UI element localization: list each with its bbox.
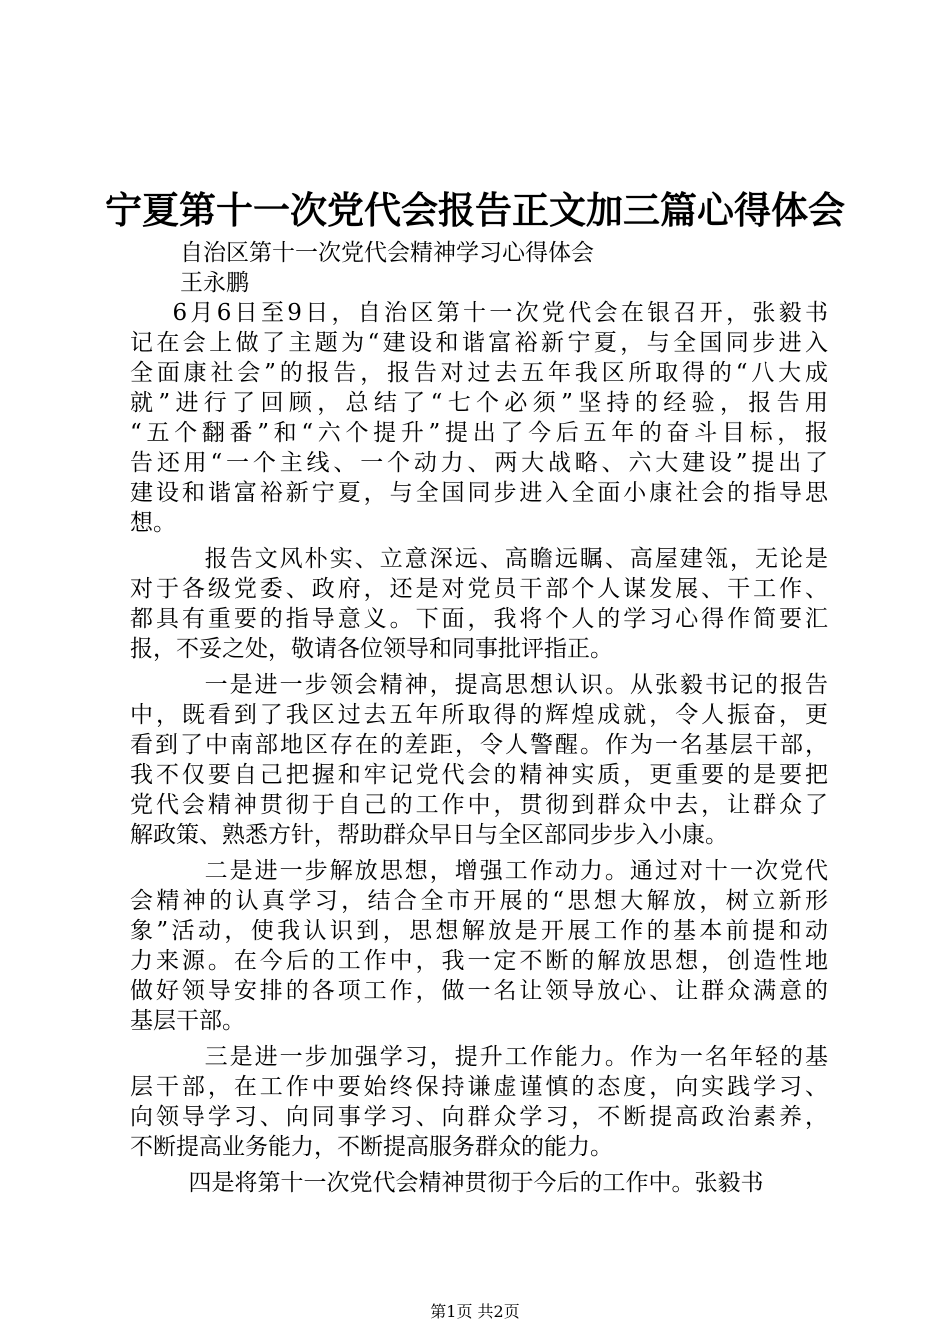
paragraph-line: “五个翻番”和“六个提升”提出了今后五年的奋斗目标，报 <box>130 420 828 446</box>
paragraph-line: 报，不妥之处，敬请各位领导和同事批评指正。 <box>130 636 613 662</box>
body-paragraph <box>130 1042 828 1162</box>
paragraph-line: 党代会精神贯彻于自己的工作中，贯彻到群众中去，让群众了 <box>130 792 828 818</box>
paragraph-line: 6月6日至9日，自治区第十一次党代会在银召开，张毅书 <box>130 300 828 326</box>
body-paragraph <box>130 544 828 664</box>
paragraph-line: 看到了中南部地区存在的差距，令人警醒。作为一名基层干部， <box>130 732 828 758</box>
paragraph-line: 力来源。在今后的工作中，我一定不断的解放思想，创造性地 <box>130 948 828 974</box>
body-paragraph <box>130 856 828 1036</box>
document-body <box>130 298 828 1204</box>
paragraph-line: 三是进一步加强学习，提升工作能力。作为一名年轻的基 <box>130 1044 828 1070</box>
paragraph-line: 象”活动，使我认识到，思想解放是开展工作的基本前提和动 <box>130 918 828 944</box>
paragraph-line: 都具有重要的指导意义。下面，我将个人的学习心得作简要汇 <box>130 606 828 632</box>
body-paragraph <box>130 1168 828 1198</box>
body-paragraph <box>130 670 828 850</box>
paragraph-line: 想。 <box>130 510 176 536</box>
document-author: 王永鹏 <box>180 270 249 296</box>
paragraph-line: 做好领导安排的各项工作，做一名让领导放心、让群众满意的 <box>130 978 828 1004</box>
paragraph-line: 会精神的认真学习，结合全市开展的“思想大解放，树立新形 <box>130 888 828 914</box>
paragraph-line: 基层干部。 <box>130 1008 245 1034</box>
paragraph-line: 报告文风朴实、立意深远、高瞻远瞩、高屋建瓴，无论是 <box>130 546 828 572</box>
page-footer: 第1页 共2页 <box>430 1302 520 1321</box>
paragraph-line: 全面康社会”的报告，报告对过去五年我区所取得的“八大成 <box>130 360 828 386</box>
paragraph-line: 解政策、熟悉方针，帮助群众早日与全区部同步步入小康。 <box>130 822 728 848</box>
paragraph-line: 四是将第十一次党代会精神贯彻于今后的工作中。张毅书 <box>130 1170 764 1196</box>
paragraph-line: 告还用“一个主线、一个动力、两大战略、六大建设”提出了 <box>130 450 828 476</box>
body-paragraph <box>130 298 828 538</box>
document-subtitle: 自治区第十一次党代会精神学习心得体会 <box>180 240 594 266</box>
paragraph-line: 中，既看到了我区过去五年所取得的辉煌成就，令人振奋，更 <box>130 702 828 728</box>
paragraph-line: 建设和谐富裕新宁夏，与全国同步进入全面小康社会的指导思 <box>130 480 828 506</box>
paragraph-line: 向领导学习、向同事学习、向群众学习，不断提高政治素养， <box>130 1104 828 1130</box>
paragraph-line: 就”进行了回顾，总结了“七个必须”坚持的经验，报告用 <box>130 390 828 416</box>
paragraph-line: 一是进一步领会精神，提高思想认识。从张毅书记的报告 <box>130 672 828 698</box>
paragraph-line: 不断提高业务能力，不断提高服务群众的能力。 <box>130 1134 613 1160</box>
paragraph-line: 二是进一步解放思想，增强工作动力。通过对十一次党代 <box>130 858 828 884</box>
paragraph-line: 记在会上做了主题为“建设和谐富裕新宁夏，与全国同步进入 <box>130 330 828 356</box>
document-title: 宁夏第十一次党代会报告正文加三篇心得体会 <box>105 188 845 232</box>
paragraph-line: 层干部，在工作中要始终保持谦虚谨慎的态度，向实践学习、 <box>130 1074 828 1100</box>
paragraph-line: 对于各级党委、政府，还是对党员干部个人谋发展、干工作、 <box>130 576 828 602</box>
paragraph-line: 我不仅要自己把握和牢记党代会的精神实质，更重要的是要把 <box>130 762 828 788</box>
